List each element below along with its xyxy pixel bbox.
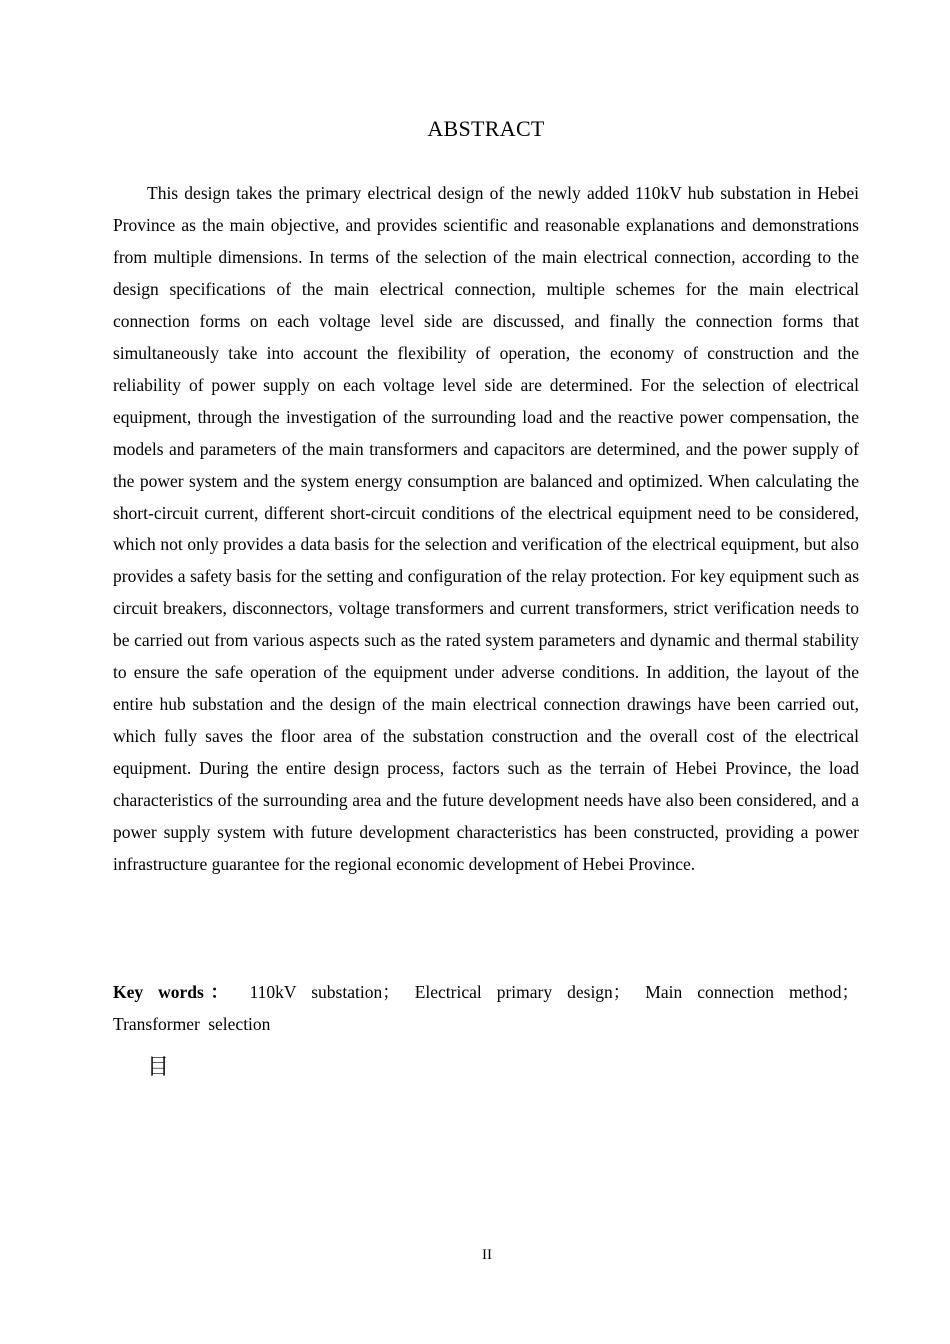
keywords-label: Key words：	[113, 982, 235, 1002]
abstract-title: ABSTRACT	[427, 116, 545, 141]
page-number: II	[482, 1247, 492, 1263]
keywords-line	[113, 977, 859, 1041]
abstract-paragraph: This design takes the primary electrical design of the newly added 110kV hub substation in Hebei Province as the main objective, and provides scientific and reasonable explanations and demonstrations from multiple dimensions. In terms of the selection of the main electrical connection, according to the design specifications of the main electrical connection, multiple schemes for the main electrical connection forms on each voltage level side are discussed, and finally the connection forms that simultaneously take into account the flexibility of operation, the economy of construction and the reliability of power supply on each voltage level side are determined. For the selection of electrical equipment, through the investigation of the surrounding load and the reactive power compensation, the models and parameters of the main transformers and capacitors are determined, and the power supply of the power system and the system energy consumption are balanced and optimized. When calculating the short-circuit current, different short-circuit conditions of the electrical equipment need to be considered, which not only provides a data basis for the selection and verification of the electrical equipment, but also provides a safety basis for the setting and configuration of the relay protection. For key equipment such as circuit breakers, disconnectors, voltage transformers and current transformers, strict verification needs to be carried out from various aspects such as the rated system parameters and dynamic and thermal stability to ensure the safe operation of the equipment under adverse conditions. In addition, the layout of the entire hub substation and the design of the main electrical connection drawings have been carried out, which fully saves the floor area of the substation construction and the overall cost of the electrical equipment. During the entire design process, factors such as the terrain of Hebei Province, the load characteristics of the surrounding area and the future development needs have also been considered, and a power supply system with future development characteristics has been constructed, providing a power infrastructure guarantee for the regional economic development of Hebei Province.	[113, 183, 859, 875]
keywords-text: 110kV substation； Electrical primary design； Main connection method； Transformer selection	[113, 982, 859, 1034]
toc-heading-fragment: 目	[147, 1055, 170, 1080]
